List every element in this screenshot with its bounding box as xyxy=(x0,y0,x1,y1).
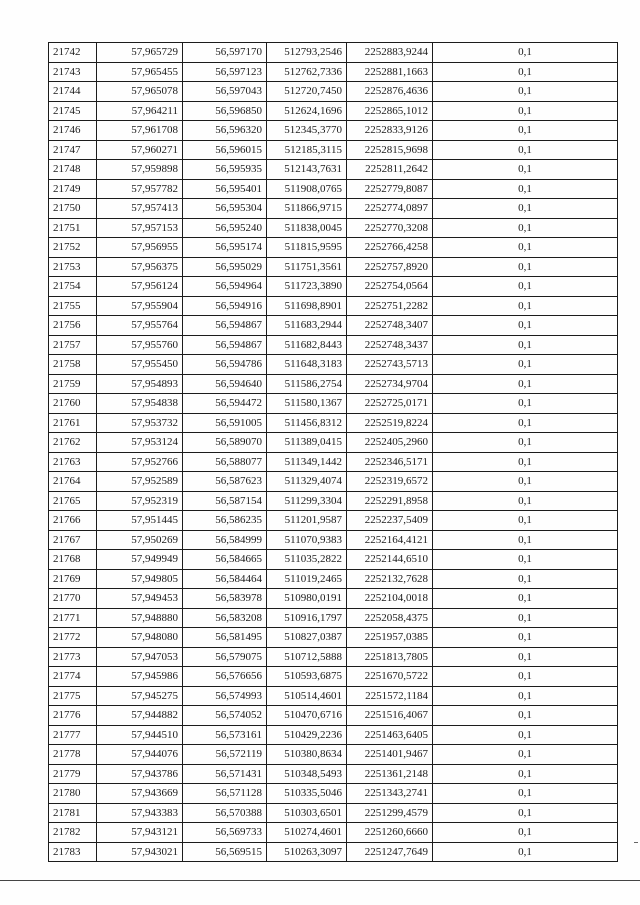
longitude-cell: 56,571128 xyxy=(183,784,267,804)
longitude-cell: 56,573161 xyxy=(183,725,267,745)
point-number-cell: 21761 xyxy=(49,413,97,433)
table-row xyxy=(49,218,618,238)
table-row xyxy=(49,472,618,492)
latitude-cell: 57,965455 xyxy=(97,62,183,82)
accuracy-cell: 0,1 xyxy=(433,218,618,238)
x-coordinate-cell: 512762,7336 xyxy=(267,62,347,82)
table-row xyxy=(49,316,618,336)
latitude-cell: 57,951445 xyxy=(97,511,183,531)
accuracy-cell: 0,1 xyxy=(433,374,618,394)
latitude-cell: 57,950269 xyxy=(97,530,183,550)
point-number-cell: 21750 xyxy=(49,199,97,219)
accuracy-cell: 0,1 xyxy=(433,433,618,453)
accuracy-cell: 0,1 xyxy=(433,413,618,433)
longitude-cell: 56,594964 xyxy=(183,277,267,297)
x-coordinate-cell: 511580,1367 xyxy=(267,394,347,414)
accuracy-cell: 0,1 xyxy=(433,706,618,726)
accuracy-cell: 0,1 xyxy=(433,725,618,745)
accuracy-cell: 0,1 xyxy=(433,394,618,414)
x-coordinate-cell: 510980,0191 xyxy=(267,589,347,609)
x-coordinate-cell: 512185,3115 xyxy=(267,140,347,160)
longitude-cell: 56,584999 xyxy=(183,530,267,550)
accuracy-cell: 0,1 xyxy=(433,316,618,336)
y-coordinate-cell: 2252876,4636 xyxy=(347,82,433,102)
latitude-cell: 57,943383 xyxy=(97,803,183,823)
x-coordinate-cell: 511908,0765 xyxy=(267,179,347,199)
accuracy-cell: 0,1 xyxy=(433,686,618,706)
y-coordinate-cell: 2251463,6405 xyxy=(347,725,433,745)
point-number-cell: 21743 xyxy=(49,62,97,82)
accuracy-cell: 0,1 xyxy=(433,82,618,102)
point-number-cell: 21755 xyxy=(49,296,97,316)
accuracy-cell: 0,1 xyxy=(433,140,618,160)
accuracy-cell: 0,1 xyxy=(433,472,618,492)
y-coordinate-cell: 2251299,4579 xyxy=(347,803,433,823)
point-number-cell: 21769 xyxy=(49,569,97,589)
x-coordinate-cell: 512720,7450 xyxy=(267,82,347,102)
table-row xyxy=(49,140,618,160)
x-coordinate-cell: 511683,2944 xyxy=(267,316,347,336)
latitude-cell: 57,948880 xyxy=(97,608,183,628)
accuracy-cell: 0,1 xyxy=(433,296,618,316)
y-coordinate-cell: 2251247,7649 xyxy=(347,842,433,862)
y-coordinate-cell: 2251343,2741 xyxy=(347,784,433,804)
accuracy-cell: 0,1 xyxy=(433,569,618,589)
latitude-cell: 57,947053 xyxy=(97,647,183,667)
latitude-cell: 57,955904 xyxy=(97,296,183,316)
table-row xyxy=(49,784,618,804)
point-number-cell: 21745 xyxy=(49,101,97,121)
longitude-cell: 56,596015 xyxy=(183,140,267,160)
x-coordinate-cell: 510303,6501 xyxy=(267,803,347,823)
latitude-cell: 57,959898 xyxy=(97,160,183,180)
table-row xyxy=(49,725,618,745)
page-bottom-rule xyxy=(0,880,640,881)
longitude-cell: 56,594916 xyxy=(183,296,267,316)
table-row xyxy=(49,511,618,531)
point-number-cell: 21773 xyxy=(49,647,97,667)
latitude-cell: 57,944882 xyxy=(97,706,183,726)
table-row xyxy=(49,238,618,258)
latitude-cell: 57,955760 xyxy=(97,335,183,355)
accuracy-cell: 0,1 xyxy=(433,803,618,823)
x-coordinate-cell: 511866,9715 xyxy=(267,199,347,219)
longitude-cell: 56,574993 xyxy=(183,686,267,706)
table-row xyxy=(49,199,618,219)
longitude-cell: 56,572119 xyxy=(183,745,267,765)
y-coordinate-cell: 2251260,6660 xyxy=(347,823,433,843)
y-coordinate-cell: 2252164,4121 xyxy=(347,530,433,550)
point-number-cell: 21779 xyxy=(49,764,97,784)
point-number-cell: 21751 xyxy=(49,218,97,238)
accuracy-cell: 0,1 xyxy=(433,491,618,511)
longitude-cell: 56,595935 xyxy=(183,160,267,180)
accuracy-cell: 0,1 xyxy=(433,355,618,375)
y-coordinate-cell: 2252770,3208 xyxy=(347,218,433,238)
y-coordinate-cell: 2252811,2642 xyxy=(347,160,433,180)
accuracy-cell: 0,1 xyxy=(433,667,618,687)
longitude-cell: 56,587154 xyxy=(183,491,267,511)
table-row xyxy=(49,394,618,414)
longitude-cell: 56,579075 xyxy=(183,647,267,667)
y-coordinate-cell: 2252144,6510 xyxy=(347,550,433,570)
x-coordinate-cell: 510514,4601 xyxy=(267,686,347,706)
longitude-cell: 56,594472 xyxy=(183,394,267,414)
longitude-cell: 56,595240 xyxy=(183,218,267,238)
table-row xyxy=(49,628,618,648)
y-coordinate-cell: 2252519,8224 xyxy=(347,413,433,433)
latitude-cell: 57,952319 xyxy=(97,491,183,511)
edge-mark xyxy=(634,842,638,843)
point-number-cell: 21754 xyxy=(49,277,97,297)
x-coordinate-cell: 510274,4601 xyxy=(267,823,347,843)
point-number-cell: 21748 xyxy=(49,160,97,180)
latitude-cell: 57,943786 xyxy=(97,764,183,784)
latitude-cell: 57,955450 xyxy=(97,355,183,375)
table-row xyxy=(49,764,618,784)
y-coordinate-cell: 2251670,5722 xyxy=(347,667,433,687)
latitude-cell: 57,957413 xyxy=(97,199,183,219)
x-coordinate-cell: 510827,0387 xyxy=(267,628,347,648)
y-coordinate-cell: 2252883,9244 xyxy=(347,43,433,63)
latitude-cell: 57,960271 xyxy=(97,140,183,160)
x-coordinate-cell: 510916,1797 xyxy=(267,608,347,628)
latitude-cell: 57,944510 xyxy=(97,725,183,745)
y-coordinate-cell: 2252748,3437 xyxy=(347,335,433,355)
point-number-cell: 21768 xyxy=(49,550,97,570)
point-number-cell: 21783 xyxy=(49,842,97,862)
x-coordinate-cell: 511349,1442 xyxy=(267,452,347,472)
x-coordinate-cell: 510348,5493 xyxy=(267,764,347,784)
point-number-cell: 21776 xyxy=(49,706,97,726)
y-coordinate-cell: 2251572,1184 xyxy=(347,686,433,706)
latitude-cell: 57,953732 xyxy=(97,413,183,433)
longitude-cell: 56,596850 xyxy=(183,101,267,121)
longitude-cell: 56,589070 xyxy=(183,433,267,453)
accuracy-cell: 0,1 xyxy=(433,647,618,667)
table-body xyxy=(49,43,618,862)
latitude-cell: 57,943021 xyxy=(97,842,183,862)
x-coordinate-cell: 510335,5046 xyxy=(267,784,347,804)
table-row xyxy=(49,589,618,609)
longitude-cell: 56,594640 xyxy=(183,374,267,394)
latitude-cell: 57,952589 xyxy=(97,472,183,492)
longitude-cell: 56,597170 xyxy=(183,43,267,63)
point-number-cell: 21767 xyxy=(49,530,97,550)
longitude-cell: 56,587623 xyxy=(183,472,267,492)
latitude-cell: 57,954838 xyxy=(97,394,183,414)
latitude-cell: 57,965078 xyxy=(97,82,183,102)
point-number-cell: 21756 xyxy=(49,316,97,336)
y-coordinate-cell: 2252757,8920 xyxy=(347,257,433,277)
y-coordinate-cell: 2252754,0564 xyxy=(347,277,433,297)
y-coordinate-cell: 2252743,5713 xyxy=(347,355,433,375)
y-coordinate-cell: 2252865,1012 xyxy=(347,101,433,121)
longitude-cell: 56,570388 xyxy=(183,803,267,823)
x-coordinate-cell: 511751,3561 xyxy=(267,257,347,277)
x-coordinate-cell: 512793,2546 xyxy=(267,43,347,63)
accuracy-cell: 0,1 xyxy=(433,628,618,648)
y-coordinate-cell: 2251401,9467 xyxy=(347,745,433,765)
x-coordinate-cell: 512143,7631 xyxy=(267,160,347,180)
latitude-cell: 57,954893 xyxy=(97,374,183,394)
accuracy-cell: 0,1 xyxy=(433,121,618,141)
x-coordinate-cell: 511019,2465 xyxy=(267,569,347,589)
x-coordinate-cell: 511201,9587 xyxy=(267,511,347,531)
table-row xyxy=(49,686,618,706)
accuracy-cell: 0,1 xyxy=(433,238,618,258)
table-row xyxy=(49,745,618,765)
point-number-cell: 21778 xyxy=(49,745,97,765)
y-coordinate-cell: 2252346,5171 xyxy=(347,452,433,472)
x-coordinate-cell: 510263,3097 xyxy=(267,842,347,862)
accuracy-cell: 0,1 xyxy=(433,589,618,609)
accuracy-cell: 0,1 xyxy=(433,43,618,63)
longitude-cell: 56,569733 xyxy=(183,823,267,843)
latitude-cell: 57,943669 xyxy=(97,784,183,804)
table-row xyxy=(49,179,618,199)
longitude-cell: 56,595304 xyxy=(183,199,267,219)
longitude-cell: 56,591005 xyxy=(183,413,267,433)
table-row xyxy=(49,647,618,667)
accuracy-cell: 0,1 xyxy=(433,823,618,843)
table-row xyxy=(49,374,618,394)
accuracy-cell: 0,1 xyxy=(433,160,618,180)
y-coordinate-cell: 2252833,9126 xyxy=(347,121,433,141)
latitude-cell: 57,957153 xyxy=(97,218,183,238)
x-coordinate-cell: 511329,4074 xyxy=(267,472,347,492)
table-row xyxy=(49,62,618,82)
y-coordinate-cell: 2252319,6572 xyxy=(347,472,433,492)
accuracy-cell: 0,1 xyxy=(433,764,618,784)
longitude-cell: 56,584665 xyxy=(183,550,267,570)
table-row xyxy=(49,530,618,550)
y-coordinate-cell: 2251957,0385 xyxy=(347,628,433,648)
accuracy-cell: 0,1 xyxy=(433,511,618,531)
table-row xyxy=(49,550,618,570)
longitude-cell: 56,584464 xyxy=(183,569,267,589)
latitude-cell: 57,944076 xyxy=(97,745,183,765)
point-number-cell: 21747 xyxy=(49,140,97,160)
longitude-cell: 56,576656 xyxy=(183,667,267,687)
accuracy-cell: 0,1 xyxy=(433,277,618,297)
y-coordinate-cell: 2252881,1663 xyxy=(347,62,433,82)
latitude-cell: 57,945986 xyxy=(97,667,183,687)
latitude-cell: 57,943121 xyxy=(97,823,183,843)
accuracy-cell: 0,1 xyxy=(433,608,618,628)
point-number-cell: 21746 xyxy=(49,121,97,141)
latitude-cell: 57,952766 xyxy=(97,452,183,472)
x-coordinate-cell: 511456,8312 xyxy=(267,413,347,433)
x-coordinate-cell: 511723,3890 xyxy=(267,277,347,297)
x-coordinate-cell: 510712,5888 xyxy=(267,647,347,667)
point-number-cell: 21763 xyxy=(49,452,97,472)
point-number-cell: 21772 xyxy=(49,628,97,648)
y-coordinate-cell: 2252774,0897 xyxy=(347,199,433,219)
point-number-cell: 21757 xyxy=(49,335,97,355)
longitude-cell: 56,594867 xyxy=(183,335,267,355)
latitude-cell: 57,949949 xyxy=(97,550,183,570)
x-coordinate-cell: 511586,2754 xyxy=(267,374,347,394)
accuracy-cell: 0,1 xyxy=(433,550,618,570)
y-coordinate-cell: 2252132,7628 xyxy=(347,569,433,589)
table-row xyxy=(49,608,618,628)
table-row xyxy=(49,433,618,453)
latitude-cell: 57,955764 xyxy=(97,316,183,336)
longitude-cell: 56,574052 xyxy=(183,706,267,726)
x-coordinate-cell: 512624,1696 xyxy=(267,101,347,121)
latitude-cell: 57,945275 xyxy=(97,686,183,706)
accuracy-cell: 0,1 xyxy=(433,335,618,355)
point-number-cell: 21762 xyxy=(49,433,97,453)
accuracy-cell: 0,1 xyxy=(433,257,618,277)
accuracy-cell: 0,1 xyxy=(433,842,618,862)
longitude-cell: 56,581495 xyxy=(183,628,267,648)
longitude-cell: 56,588077 xyxy=(183,452,267,472)
point-number-cell: 21765 xyxy=(49,491,97,511)
x-coordinate-cell: 511698,8901 xyxy=(267,296,347,316)
longitude-cell: 56,597043 xyxy=(183,82,267,102)
y-coordinate-cell: 2252237,5409 xyxy=(347,511,433,531)
x-coordinate-cell: 510429,2236 xyxy=(267,725,347,745)
table-row xyxy=(49,823,618,843)
x-coordinate-cell: 511815,9595 xyxy=(267,238,347,258)
latitude-cell: 57,949453 xyxy=(97,589,183,609)
point-number-cell: 21782 xyxy=(49,823,97,843)
longitude-cell: 56,596320 xyxy=(183,121,267,141)
table-row xyxy=(49,803,618,823)
y-coordinate-cell: 2252748,3407 xyxy=(347,316,433,336)
point-number-cell: 21771 xyxy=(49,608,97,628)
table-row xyxy=(49,257,618,277)
longitude-cell: 56,586235 xyxy=(183,511,267,531)
point-number-cell: 21766 xyxy=(49,511,97,531)
table-row xyxy=(49,355,618,375)
latitude-cell: 57,956124 xyxy=(97,277,183,297)
y-coordinate-cell: 2252779,8087 xyxy=(347,179,433,199)
x-coordinate-cell: 511070,9383 xyxy=(267,530,347,550)
y-coordinate-cell: 2251813,7805 xyxy=(347,647,433,667)
table-row xyxy=(49,296,618,316)
point-number-cell: 21777 xyxy=(49,725,97,745)
y-coordinate-cell: 2252815,9698 xyxy=(347,140,433,160)
accuracy-cell: 0,1 xyxy=(433,199,618,219)
accuracy-cell: 0,1 xyxy=(433,179,618,199)
table-row xyxy=(49,569,618,589)
point-number-cell: 21774 xyxy=(49,667,97,687)
latitude-cell: 57,948080 xyxy=(97,628,183,648)
x-coordinate-cell: 511299,3304 xyxy=(267,491,347,511)
longitude-cell: 56,594786 xyxy=(183,355,267,375)
table-row xyxy=(49,160,618,180)
y-coordinate-cell: 2252405,2960 xyxy=(347,433,433,453)
table-row xyxy=(49,491,618,511)
table-row xyxy=(49,413,618,433)
latitude-cell: 57,949805 xyxy=(97,569,183,589)
latitude-cell: 57,953124 xyxy=(97,433,183,453)
point-number-cell: 21780 xyxy=(49,784,97,804)
accuracy-cell: 0,1 xyxy=(433,530,618,550)
table-row xyxy=(49,335,618,355)
table-row xyxy=(49,43,618,63)
y-coordinate-cell: 2252766,4258 xyxy=(347,238,433,258)
y-coordinate-cell: 2252751,2282 xyxy=(347,296,433,316)
point-number-cell: 21753 xyxy=(49,257,97,277)
latitude-cell: 57,957782 xyxy=(97,179,183,199)
point-number-cell: 21749 xyxy=(49,179,97,199)
accuracy-cell: 0,1 xyxy=(433,452,618,472)
point-number-cell: 21781 xyxy=(49,803,97,823)
x-coordinate-cell: 511648,3183 xyxy=(267,355,347,375)
point-number-cell: 21764 xyxy=(49,472,97,492)
y-coordinate-cell: 2252104,0018 xyxy=(347,589,433,609)
table-row xyxy=(49,101,618,121)
accuracy-cell: 0,1 xyxy=(433,101,618,121)
longitude-cell: 56,583208 xyxy=(183,608,267,628)
point-number-cell: 21744 xyxy=(49,82,97,102)
latitude-cell: 57,964211 xyxy=(97,101,183,121)
longitude-cell: 56,595029 xyxy=(183,257,267,277)
y-coordinate-cell: 2252291,8958 xyxy=(347,491,433,511)
point-number-cell: 21760 xyxy=(49,394,97,414)
coordinates-table xyxy=(48,42,618,862)
latitude-cell: 57,961708 xyxy=(97,121,183,141)
accuracy-cell: 0,1 xyxy=(433,784,618,804)
y-coordinate-cell: 2251361,2148 xyxy=(347,764,433,784)
accuracy-cell: 0,1 xyxy=(433,62,618,82)
longitude-cell: 56,594867 xyxy=(183,316,267,336)
x-coordinate-cell: 511838,0045 xyxy=(267,218,347,238)
x-coordinate-cell: 512345,3770 xyxy=(267,121,347,141)
table-row xyxy=(49,706,618,726)
point-number-cell: 21770 xyxy=(49,589,97,609)
point-number-cell: 21742 xyxy=(49,43,97,63)
x-coordinate-cell: 510593,6875 xyxy=(267,667,347,687)
longitude-cell: 56,595401 xyxy=(183,179,267,199)
y-coordinate-cell: 2251516,4067 xyxy=(347,706,433,726)
latitude-cell: 57,956955 xyxy=(97,238,183,258)
table-row xyxy=(49,82,618,102)
table-row xyxy=(49,842,618,862)
latitude-cell: 57,965729 xyxy=(97,43,183,63)
x-coordinate-cell: 510470,6716 xyxy=(267,706,347,726)
y-coordinate-cell: 2252725,0171 xyxy=(347,394,433,414)
table-row xyxy=(49,277,618,297)
point-number-cell: 21775 xyxy=(49,686,97,706)
point-number-cell: 21758 xyxy=(49,355,97,375)
longitude-cell: 56,595174 xyxy=(183,238,267,258)
table-row xyxy=(49,121,618,141)
x-coordinate-cell: 511389,0415 xyxy=(267,433,347,453)
longitude-cell: 56,597123 xyxy=(183,62,267,82)
x-coordinate-cell: 511682,8443 xyxy=(267,335,347,355)
point-number-cell: 21752 xyxy=(49,238,97,258)
x-coordinate-cell: 511035,2822 xyxy=(267,550,347,570)
y-coordinate-cell: 2252058,4375 xyxy=(347,608,433,628)
accuracy-cell: 0,1 xyxy=(433,745,618,765)
point-number-cell: 21759 xyxy=(49,374,97,394)
longitude-cell: 56,569515 xyxy=(183,842,267,862)
latitude-cell: 57,956375 xyxy=(97,257,183,277)
longitude-cell: 56,571431 xyxy=(183,764,267,784)
longitude-cell: 56,583978 xyxy=(183,589,267,609)
y-coordinate-cell: 2252734,9704 xyxy=(347,374,433,394)
table-row xyxy=(49,452,618,472)
x-coordinate-cell: 510380,8634 xyxy=(267,745,347,765)
table-row xyxy=(49,667,618,687)
